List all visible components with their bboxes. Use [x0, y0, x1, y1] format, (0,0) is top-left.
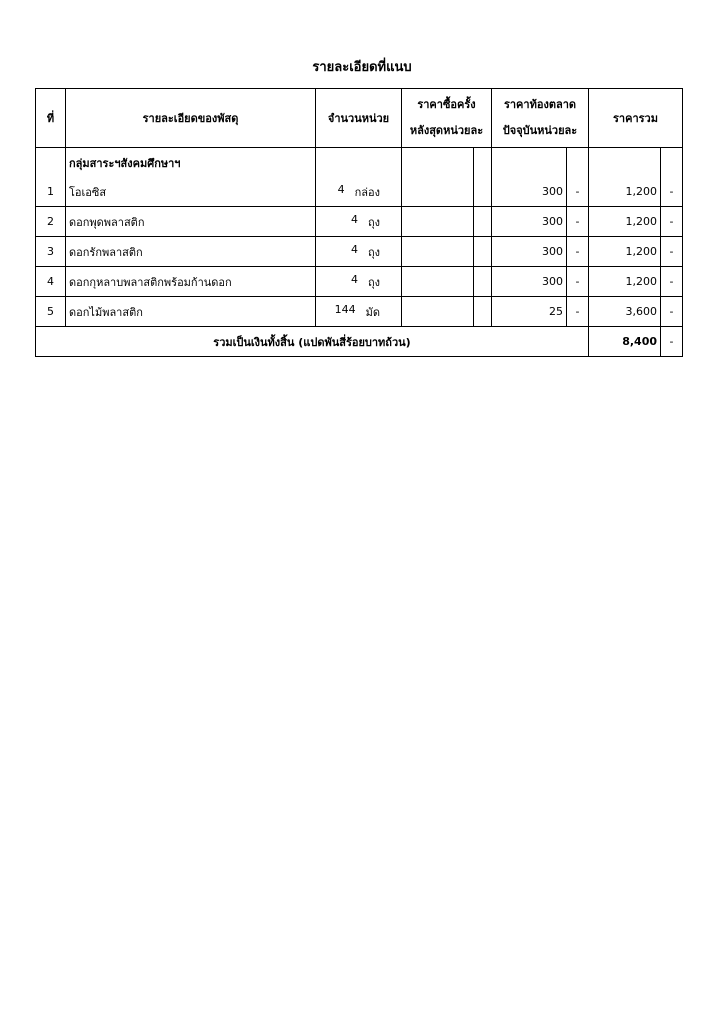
header-detail: รายละเอียดของพัสดุ	[66, 89, 316, 148]
header-no: ที่	[36, 89, 66, 148]
row-unit: มัด	[365, 305, 380, 319]
row-total: 1,200	[589, 177, 661, 207]
row-qty: 4	[350, 212, 358, 226]
row-total: 1,200	[589, 267, 661, 297]
row-item: ดอกกุหลาบพลาสติกพร้อมก้านดอก	[66, 267, 316, 297]
row-price-satang: -	[567, 207, 589, 237]
grand-total-label: รวมเป็นเงินทั้งสิ้น (แปดพันสี่ร้อยบาทถ้วน)	[36, 327, 589, 357]
row-unit: ถุง	[367, 275, 380, 289]
row-unit: ถุง	[367, 215, 380, 229]
row-no: 2	[36, 207, 66, 237]
row-total-satang: -	[661, 267, 683, 297]
row-qty: 144	[334, 302, 356, 316]
row-price-satang: -	[567, 267, 589, 297]
row-unit: ถุง	[367, 245, 380, 259]
header-qty: จำนวนหน่วย	[316, 89, 402, 148]
row-price: 300	[492, 237, 567, 267]
header-last-price-line1: ราคาซื้อครั้ง	[417, 98, 476, 111]
row-unit: กล่อง	[354, 185, 380, 199]
header-market-price-line2: ปัจจุบันหน่วยละ	[502, 124, 578, 137]
items-table	[35, 88, 683, 357]
header-last-price-line2: หลังสุดหน่วยละ	[409, 124, 484, 137]
row-item: ดอกรักพลาสติก	[66, 237, 316, 267]
grand-total-satang: -	[661, 327, 683, 357]
row-price: 300	[492, 177, 567, 207]
row-price-satang: -	[567, 297, 589, 327]
row-price: 25	[492, 297, 567, 327]
row-price-satang: -	[567, 177, 589, 207]
row-total: 3,600	[589, 297, 661, 327]
row-total-satang: -	[661, 207, 683, 237]
row-qty: 4	[350, 242, 358, 256]
header-market-price	[492, 89, 589, 148]
row-item: ดอกพุดพลาสติก	[66, 207, 316, 237]
row-total-satang: -	[661, 237, 683, 267]
row-qty: 4	[350, 272, 358, 286]
row-no: 3	[36, 237, 66, 267]
row-total: 1,200	[589, 237, 661, 267]
row-price-satang: -	[567, 237, 589, 267]
row-no: 5	[36, 297, 66, 327]
header-last-price	[402, 89, 492, 148]
grand-total-value: 8,400	[589, 327, 661, 357]
row-total-satang: -	[661, 297, 683, 327]
row-total: 1,200	[589, 207, 661, 237]
row-qty: 4	[337, 182, 345, 196]
row-item: ดอกไม้พลาสติก	[66, 297, 316, 327]
header-market-price-line1: ราคาท้องตลาด	[503, 98, 577, 111]
header-row	[36, 89, 683, 148]
header-total: ราคารวม	[589, 89, 683, 148]
grand-total-row	[36, 327, 683, 357]
group-label: กลุ่มสาระฯสังคมศึกษาฯ	[66, 148, 316, 178]
table-row	[36, 177, 683, 207]
row-no: 1	[36, 177, 66, 207]
table-row	[36, 237, 683, 267]
row-price: 300	[492, 267, 567, 297]
row-no: 4	[36, 267, 66, 297]
table-row	[36, 267, 683, 297]
row-item: โอเอซิส	[66, 177, 316, 207]
table-row	[36, 297, 683, 327]
row-price: 300	[492, 207, 567, 237]
table-row	[36, 207, 683, 237]
document-title: รายละเอียดที่แนบ	[312, 60, 412, 75]
group-row	[36, 148, 683, 178]
row-total-satang: -	[661, 177, 683, 207]
